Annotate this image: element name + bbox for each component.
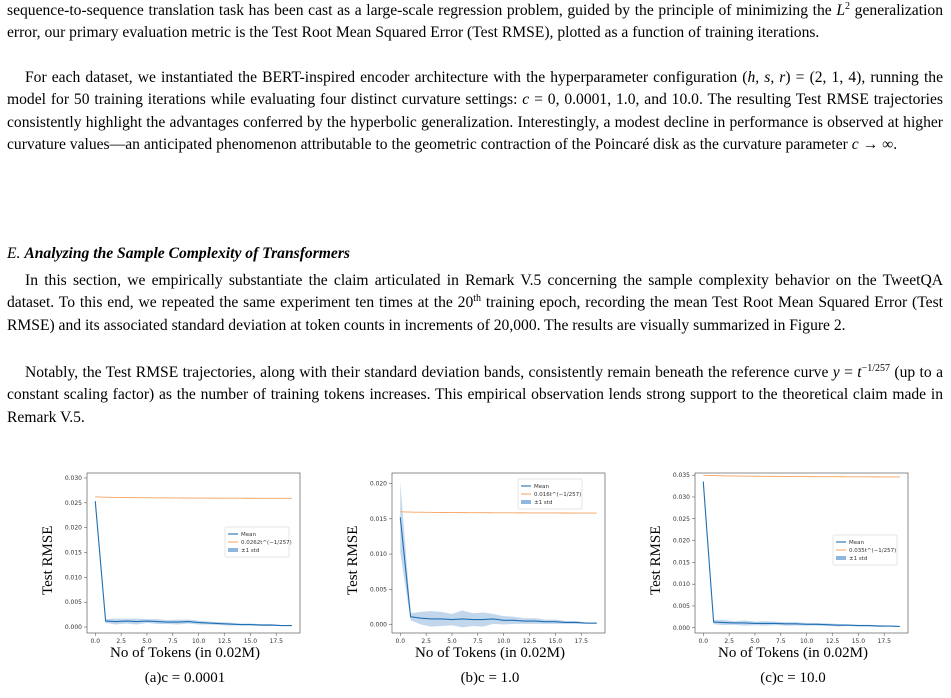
mean-point [786, 624, 787, 625]
y-tick-label: 0.005 [672, 602, 690, 610]
mean-point [514, 620, 515, 621]
figure-c [643, 465, 943, 695]
y-tick-label: 0.010 [64, 574, 82, 582]
mean-point [400, 517, 401, 518]
mean-point [503, 620, 504, 621]
mean-point [291, 625, 292, 626]
mean-point [116, 621, 117, 622]
y-tick-label: 0.005 [64, 599, 82, 607]
mean-point [462, 619, 463, 620]
y-tick-label: 0.005 [369, 586, 387, 594]
x-tick-label: 2.5 [724, 638, 734, 645]
chart-a [35, 465, 305, 645]
mean-point [565, 622, 566, 623]
y-tick-label: 0.020 [64, 524, 82, 532]
mean-point [219, 623, 220, 624]
paragraph-curvature: For each dataset, we instantiated the BERT-inspired encoder architecture with the hyperparameter configuration (h, s, r) = (2, 1, 4), running the model for 50 training iterations while evaluating four distinct curvature settings: c = 0, 0.0001, 1.0, and 10.0. The resulting Test RMSE trajectories consistently highlight the advantages conferred by the hyperbolic generalization. Interestingly, a modest decline in performance is observed at higher curvature values—an anticipated phenomenon attributable to the geometric contraction of the Poincaré disk as the curvature parameter c → ∞. [7, 69, 943, 153]
mean-point [744, 623, 745, 624]
figure-a [35, 465, 335, 695]
y-axis-label: Test RMSE [40, 525, 56, 595]
x-tick-label: 10.0 [799, 638, 814, 645]
mean-point [441, 619, 442, 620]
paragraph-reference-curve: Notably, the Test RMSE trajectories, along with their standard deviation bands, consistently remain beneath the reference curve $y = t^{-1/257}$ (up to a constant scaling factor) as the number of training tokens increases. This empirical observation lends strong support to the theoretical claim made in Remark V.5. [7, 362, 943, 426]
y-tick-label: 0.000 [64, 624, 82, 632]
legend-mean-label: Mean [241, 532, 256, 538]
mean-point [410, 616, 411, 617]
reference-curve [703, 475, 899, 477]
y-tick-label: 0.015 [672, 559, 690, 567]
x-tick-label: 17.5 [269, 638, 283, 645]
mean-point [188, 621, 189, 622]
y-tick-label: 0.000 [369, 621, 387, 629]
y-tick-label: 0.000 [672, 624, 690, 632]
x-tick-label: 12.5 [522, 638, 537, 645]
y-tick-label: 0.020 [672, 537, 690, 545]
mean-point [713, 622, 714, 623]
mean-point [868, 625, 869, 626]
mean-point [796, 624, 797, 625]
mean-point [136, 621, 137, 622]
std-band [95, 500, 291, 626]
mean-point [555, 621, 556, 622]
chart-b [340, 465, 610, 645]
chart-c [643, 465, 913, 645]
heading-title: Analyzing the Sample Complexity of Transformers [24, 245, 350, 262]
x-axis-label: No of Tokens (in 0.02M) [110, 645, 260, 661]
x-tick-label: 12.5 [825, 638, 840, 645]
mean-point [281, 625, 282, 626]
y-tick-label: 0.035 [672, 472, 690, 480]
y-tick-label: 0.015 [369, 515, 387, 523]
mean-point [817, 624, 818, 625]
caption-a: (a)c = 0.0001 [144, 670, 226, 686]
x-axis-label: No of Tokens (in 0.02M) [415, 645, 565, 661]
mean-point [147, 621, 148, 622]
y-tick-label: 0.025 [672, 515, 690, 523]
caption-c: (c)c = 10.0 [760, 670, 826, 686]
y-tick-label: 0.030 [672, 493, 690, 501]
mean-line [400, 517, 596, 623]
legend-ref-label: 0.016t^(−1/257) [534, 492, 582, 498]
mean-point [157, 621, 158, 622]
y-axis-label: Test RMSE [345, 525, 361, 595]
legend-std-swatch [836, 556, 846, 560]
mean-point [209, 623, 210, 624]
mean-point [483, 619, 484, 620]
section-heading [7, 245, 350, 263]
x-tick-label: 5.0 [142, 638, 152, 645]
y-tick-label: 0.010 [672, 581, 690, 589]
x-axis-label: No of Tokens (in 0.02M) [718, 645, 868, 661]
mean-point [198, 622, 199, 623]
mean-point [586, 623, 587, 624]
y-tick-label: 0.015 [64, 549, 82, 557]
legend-std-label: ±1 std [849, 556, 868, 562]
mean-point [250, 624, 251, 625]
mean-point [472, 619, 473, 620]
mean-point [724, 622, 725, 623]
x-tick-label: 7.5 [473, 638, 483, 645]
x-tick-label: 17.5 [574, 638, 588, 645]
mean-line [95, 501, 291, 625]
mean-point [765, 623, 766, 624]
mean-point [827, 624, 828, 625]
reference-curve [95, 497, 291, 499]
x-tick-label: 15.0 [548, 638, 563, 645]
mean-point [105, 621, 106, 622]
reference-curve [400, 512, 596, 513]
figure-b [340, 465, 640, 695]
mean-point [576, 622, 577, 623]
x-tick-label: 10.0 [191, 638, 206, 645]
mean-point [271, 625, 272, 626]
y-tick-label: 0.025 [64, 499, 82, 507]
x-tick-label: 0.0 [395, 638, 406, 645]
mean-point [421, 618, 422, 619]
mean-point [493, 619, 494, 620]
x-tick-label: 5.0 [447, 638, 457, 645]
x-tick-label: 7.5 [776, 638, 786, 645]
legend-mean-label: Mean [849, 540, 864, 546]
legend-mean-label: Mean [534, 484, 549, 490]
mean-point [858, 625, 859, 626]
mean-point [229, 624, 230, 625]
legend-std-swatch [228, 548, 238, 552]
paragraph-intro: sequence-to-sequence translation task has been cast as a large-scale regression problem, guided by the principle of minimizing the $L^2$ generalization error, our primary evaluation metric is the Test Root Mean Squared Error (Test RMSE), plotted as a function of training iterations. [7, 0, 943, 42]
mean-point [95, 501, 96, 502]
x-tick-label: 12.5 [217, 638, 232, 645]
mean-point [167, 622, 168, 623]
mean-point [178, 622, 179, 623]
x-tick-label: 7.5 [168, 638, 178, 645]
mean-point [431, 619, 432, 620]
paragraph-sample-complexity: In this section, we empirically substantiate the claim articulated in Remark V.5 concerning the sample complexity behavior on the TweetQA dataset. To this end, we repeated the same experiment ten times at the 20th training epoch, recording the mean Test Root Mean Squared Error (Test RMSE) and its associated standard deviation at token counts in increments of 20,000. The results are visually summarized in Figure 2. [7, 272, 944, 334]
mean-point [240, 624, 241, 625]
mean-point [596, 623, 597, 624]
mean-point [452, 619, 453, 620]
x-tick-label: 5.0 [750, 638, 760, 645]
x-tick-label: 2.5 [116, 638, 126, 645]
y-tick-label: 0.020 [369, 480, 387, 488]
mean-point [848, 625, 849, 626]
caption-b: (b)c = 1.0 [460, 670, 520, 686]
x-tick-label: 0.0 [90, 638, 101, 645]
x-tick-label: 0.0 [698, 638, 709, 645]
legend-std-label: ±1 std [534, 500, 553, 506]
mean-point [734, 623, 735, 624]
legend-ref-label: 0.0262t^(−1/257) [241, 540, 292, 546]
mean-point [837, 625, 838, 626]
mean-point [879, 626, 880, 627]
legend-ref-label: 0.035t^(−1/257) [849, 548, 897, 554]
mean-point [524, 621, 525, 622]
y-tick-label: 0.030 [64, 474, 82, 482]
mean-point [260, 625, 261, 626]
mean-point [545, 621, 546, 622]
mean-point [806, 624, 807, 625]
legend-std-label: ±1 std [241, 548, 260, 554]
mean-point [703, 481, 704, 482]
mean-point [899, 626, 900, 627]
x-tick-label: 2.5 [421, 638, 431, 645]
mean-point [126, 621, 127, 622]
heading-number: E. [7, 245, 21, 262]
y-axis-label: Test RMSE [648, 525, 664, 595]
mean-point [755, 623, 756, 624]
y-tick-label: 0.010 [369, 551, 387, 559]
mean-point [889, 626, 890, 627]
x-tick-label: 15.0 [851, 638, 866, 645]
x-tick-label: 17.5 [877, 638, 891, 645]
x-tick-label: 10.0 [496, 638, 511, 645]
legend-std-swatch [521, 500, 531, 504]
mean-point [534, 621, 535, 622]
mean-point [775, 623, 776, 624]
x-tick-label: 15.0 [243, 638, 258, 645]
